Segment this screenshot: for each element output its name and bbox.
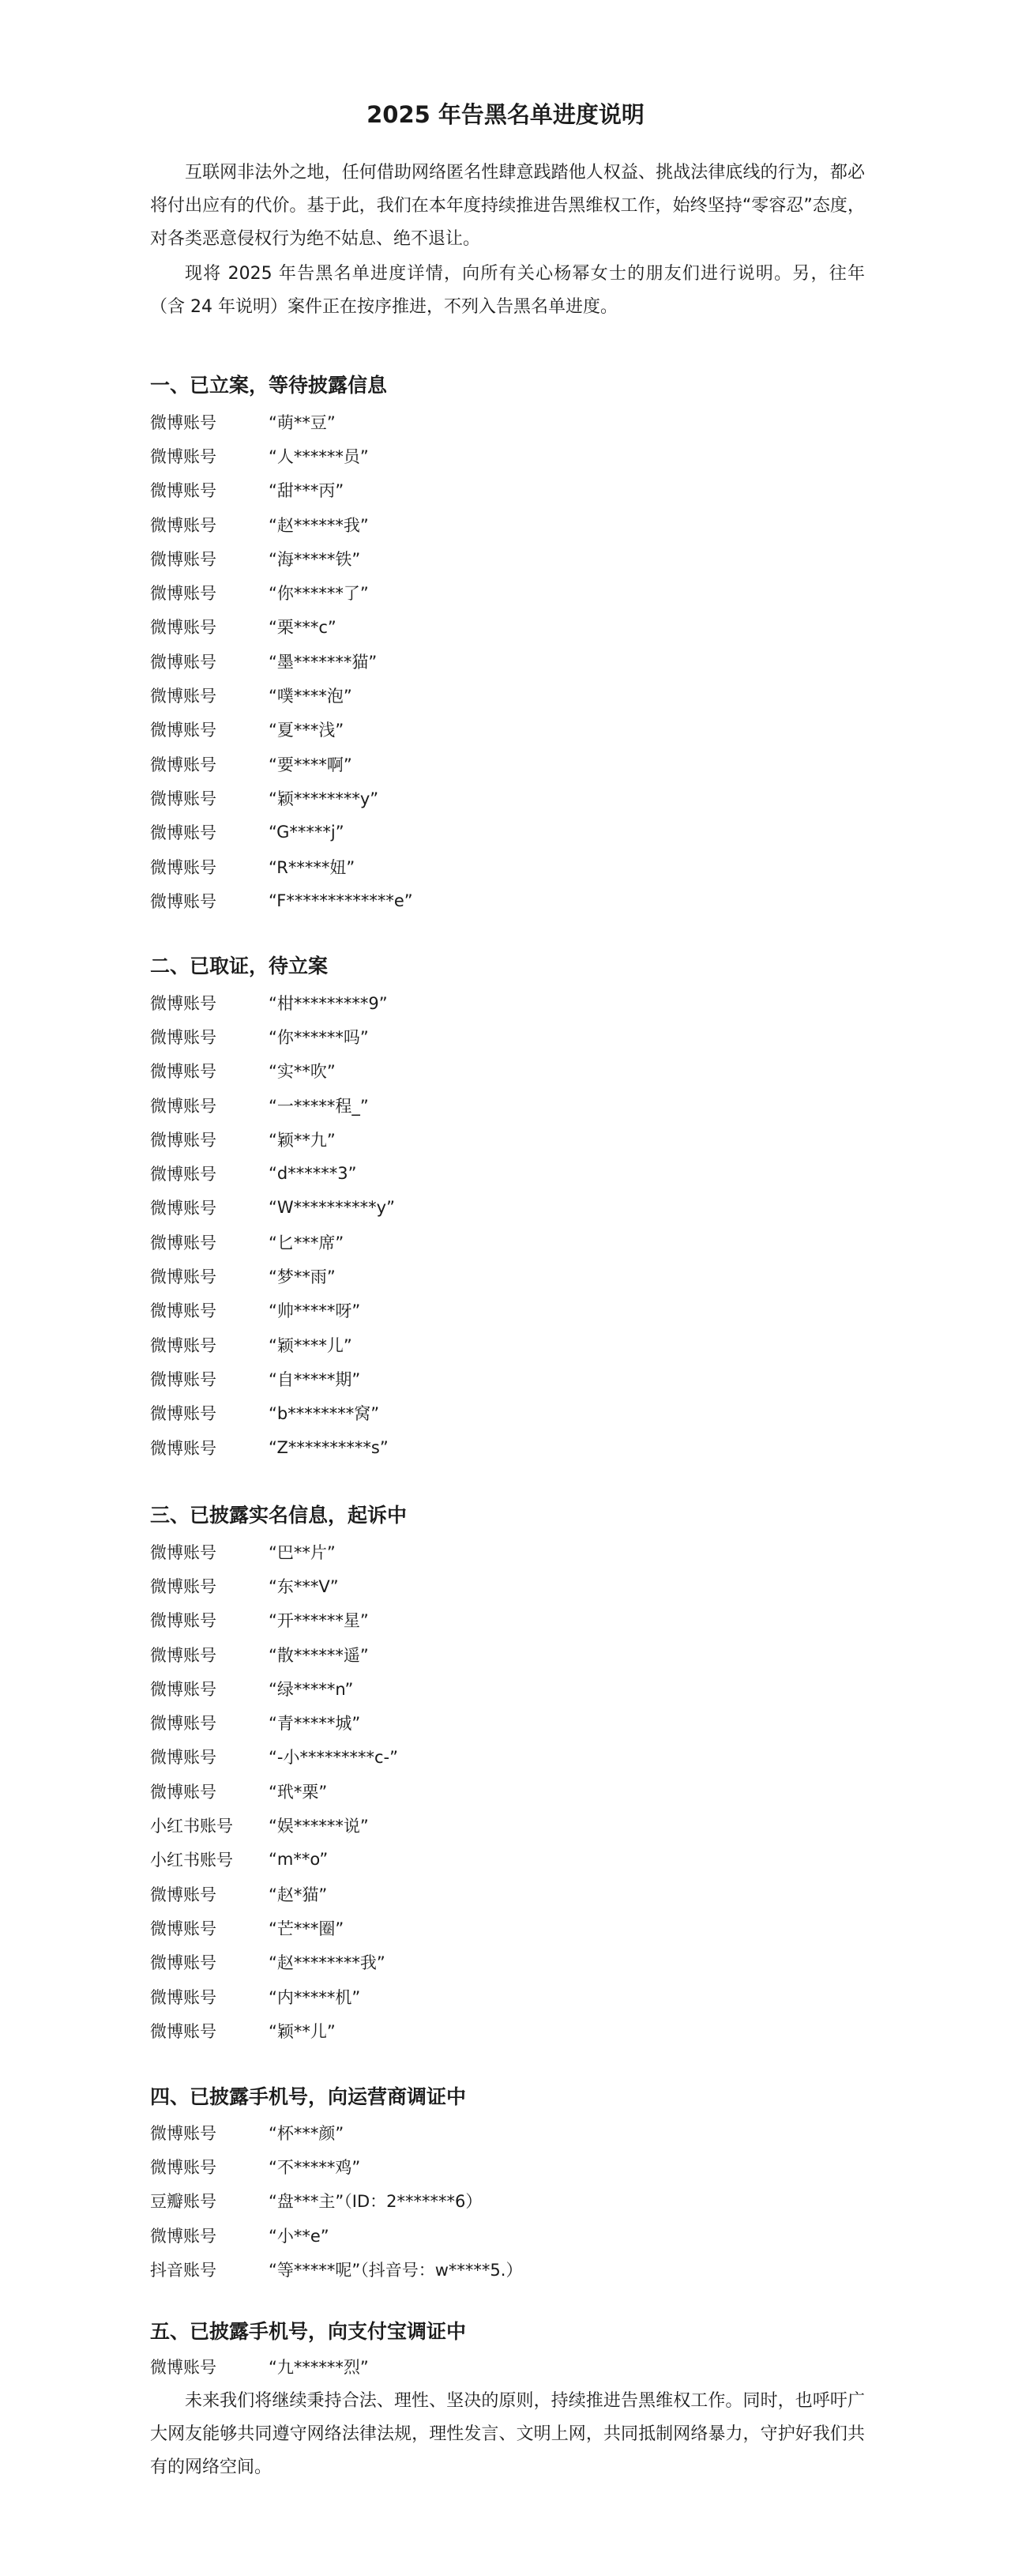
list-item	[150, 1156, 865, 1190]
account-name: “开******星”	[269, 1611, 369, 1631]
list-item	[150, 1019, 865, 1053]
section-heading-1: 一、已立案，等待披露信息	[150, 374, 388, 397]
platform-label: 微博账号	[150, 1885, 216, 1904]
account-name: “绿*****n”	[269, 1679, 354, 1699]
platform-label: 抖音账号	[150, 2260, 216, 2280]
platform-label: 微博账号	[150, 1267, 216, 1287]
list-item	[150, 1945, 865, 1979]
platform-label: 微博账号	[150, 2226, 216, 2246]
platform-label: 小红书账号	[150, 1817, 233, 1836]
platform-label: 微博账号	[150, 2157, 216, 2177]
account-name: “小**e”	[269, 2226, 329, 2246]
list-item	[150, 575, 865, 609]
platform-label: 微博账号	[150, 549, 216, 569]
account-name: “青*****城”	[269, 1714, 361, 1734]
platform-label: 微博账号	[150, 1438, 216, 1458]
platform-label: 微博账号	[150, 1096, 216, 1116]
section-5-list	[150, 2349, 865, 2383]
account-name: “柑*********9”	[269, 993, 388, 1013]
platform-label: 微博账号	[150, 1199, 216, 1218]
account-name: “东***V”	[269, 1576, 339, 1596]
account-name: “你******吗”	[269, 1027, 369, 1047]
account-name: “海*****铁”	[269, 549, 361, 569]
list-item	[150, 1911, 865, 1945]
platform-label: 豆瓣账号	[150, 2192, 216, 2212]
list-item	[150, 678, 865, 712]
platform-label: 微博账号	[150, 1335, 216, 1355]
list-item	[150, 1843, 865, 1877]
platform-label: 微博账号	[150, 1369, 216, 1389]
list-item	[150, 1877, 865, 1911]
account-name: “Z**********s”	[269, 1437, 389, 1457]
platform-label: 小红书账号	[150, 1851, 233, 1870]
closing-paragraph: 未来我们将继续秉持合法、理性、坚决的原则，持续推进告黑维权工作。同时，也呼吁广大网友能够共同遵守网络法律法规，理性发言、文明上网，共同抵制网络暴力，守护好我们共有的网络空间。	[150, 2391, 865, 2477]
platform-label: 微博账号	[150, 891, 216, 911]
account-name: “-小*********c-”	[269, 1748, 398, 1768]
platform-label: 微博账号	[150, 1919, 216, 1938]
platform-label: 微博账号	[150, 1404, 216, 1424]
platform-label: 微博账号	[150, 1130, 216, 1150]
account-name: “实**吹”	[269, 1062, 336, 1082]
list-item	[150, 2149, 865, 2183]
platform-label: 微博账号	[150, 1748, 216, 1768]
list-item	[150, 2184, 865, 2218]
list-item	[150, 1774, 865, 1808]
platform-label: 微博账号	[150, 412, 216, 432]
platform-label: 微博账号	[150, 687, 216, 706]
account-name: “m**o”	[269, 1850, 329, 1870]
platform-label: 微博账号	[150, 1542, 216, 1562]
platform-label: 微博账号	[150, 1062, 216, 1082]
account-name: “人******员”	[269, 446, 369, 466]
list-item	[150, 1705, 865, 1739]
account-name: “颖**九”	[269, 1130, 336, 1150]
platform-label: 微博账号	[150, 584, 216, 604]
platform-label: 微博账号	[150, 1953, 216, 1973]
account-name: “赵********我”	[269, 1953, 385, 1973]
account-name: “栗***c”	[269, 618, 336, 638]
account-name: “帅*****呀”	[269, 1301, 361, 1321]
list-item	[150, 2115, 865, 2149]
platform-label: 微博账号	[150, 721, 216, 740]
list-item	[150, 2013, 865, 2047]
platform-label: 微博账号	[150, 823, 216, 843]
section-3-list	[150, 1535, 865, 2047]
account-name: “芒***圈”	[269, 1919, 344, 1938]
account-name: “d******3”	[269, 1164, 357, 1184]
list-item	[150, 1808, 865, 1842]
account-name: “夏***浅”	[269, 721, 344, 740]
section-4-list	[150, 2115, 865, 2286]
account-name: “玳*栗”	[269, 1782, 328, 1802]
list-item	[150, 1294, 865, 1328]
list-item	[150, 1671, 865, 1705]
list-item	[150, 1191, 865, 1225]
platform-label: 微博账号	[150, 652, 216, 672]
platform-label: 微博账号	[150, 1679, 216, 1699]
list-item	[150, 1088, 865, 1122]
account-name: “匕***席”	[269, 1233, 344, 1252]
list-item	[150, 1225, 865, 1259]
account-name: “要****啊”	[269, 755, 352, 774]
account-name: “W**********y”	[269, 1198, 395, 1218]
list-item	[150, 713, 865, 747]
list-item	[150, 1122, 865, 1156]
platform-label: 微博账号	[150, 1576, 216, 1596]
platform-label: 微博账号	[150, 1165, 216, 1184]
list-item	[150, 883, 865, 917]
account-name: “盘***主”（ID：2*******6）	[269, 2192, 483, 2212]
account-name: “噗****泡”	[269, 687, 352, 706]
account-name: “娱******说”	[269, 1817, 369, 1836]
platform-label: 微博账号	[150, 1233, 216, 1252]
list-item	[150, 1535, 865, 1569]
account-name: “颖****儿”	[269, 1335, 352, 1355]
platform-label: 微博账号	[150, 1645, 216, 1665]
platform-label: 微博账号	[150, 857, 216, 877]
document-title: 2025 年告黑名单进度说明	[366, 101, 645, 128]
account-name: “颖**儿”	[269, 2021, 336, 2041]
account-name: “G*****j”	[269, 823, 344, 842]
account-name: “b********窝”	[269, 1404, 380, 1424]
list-item	[150, 439, 865, 473]
platform-label: 微博账号	[150, 1027, 216, 1047]
intro-paragraph-2: 现将 2025 年告黑名单进度详情，向所有关心杨幂女士的朋友们进行说明。另，往年（含 24 年说明）案件正在按序推进，不列入告黑名单进度。	[150, 264, 865, 317]
platform-label: 微博账号	[150, 1714, 216, 1734]
section-heading-4: 四、已披露手机号，向运营商调证中	[150, 2085, 467, 2108]
account-name: “赵******我”	[269, 515, 369, 535]
list-item	[150, 610, 865, 644]
list-item	[150, 1603, 865, 1637]
list-item	[150, 1979, 865, 2013]
account-name: “F*************e”	[269, 891, 413, 910]
list-item	[150, 2349, 865, 2383]
section-heading-3: 三、已披露实名信息，起诉中	[150, 1504, 408, 1527]
platform-label: 微博账号	[150, 618, 216, 638]
platform-label: 微博账号	[150, 446, 216, 466]
account-name: “墨*******猫”	[269, 652, 378, 672]
platform-label: 微博账号	[150, 1301, 216, 1321]
list-item	[150, 1430, 865, 1464]
account-name: “梦**雨”	[269, 1267, 336, 1287]
list-item	[150, 2252, 865, 2286]
platform-label: 微博账号	[150, 1611, 216, 1631]
section-heading-5: 五、已披露手机号，向支付宝调证中	[150, 2320, 467, 2343]
list-item	[150, 1259, 865, 1293]
section-2-list	[150, 985, 865, 1464]
account-name: “等*****呢”（抖音号：w*****5.）	[269, 2260, 523, 2280]
list-item	[150, 985, 865, 1019]
account-name: “你******了”	[269, 584, 369, 604]
list-item	[150, 405, 865, 439]
section-heading-2: 二、已取证，待立案	[150, 955, 329, 977]
account-name: “颖********y”	[269, 789, 379, 808]
platform-label: 微博账号	[150, 1987, 216, 2007]
platform-label: 微博账号	[150, 993, 216, 1013]
list-item	[150, 1054, 865, 1088]
list-item	[150, 1569, 865, 1602]
list-item	[150, 781, 865, 815]
list-item	[150, 849, 865, 883]
section-1-list	[150, 405, 865, 917]
list-item	[150, 2218, 865, 2252]
intro-paragraph-1: 互联网非法外之地，任何借助网络匿名性肆意践踏他人权益、挑战法律底线的行为，都必将付出应有的代价。基于此，我们在本年度持续推进告黑维权工作，始终坚持“零容忍”态度，对各类恶意侵权行为绝不姑息、绝不退让。	[150, 163, 865, 249]
platform-label: 微博账号	[150, 755, 216, 774]
list-item	[150, 473, 865, 507]
account-name: “巴**片”	[269, 1542, 336, 1562]
account-name: “一*****程_”	[269, 1096, 369, 1116]
account-name: “不*****鸡”	[269, 2157, 361, 2177]
list-item	[150, 1396, 865, 1430]
list-item	[150, 1637, 865, 1671]
platform-label: 微博账号	[150, 1782, 216, 1802]
account-name: “R*****妞”	[269, 857, 355, 877]
account-name: “赵*猫”	[269, 1885, 328, 1904]
platform-label: 微博账号	[150, 2123, 216, 2143]
list-item	[150, 1328, 865, 1361]
platform-label: 微博账号	[150, 481, 216, 501]
account-name: “内*****机”	[269, 1987, 361, 2007]
list-item	[150, 644, 865, 678]
account-name: “杯***颜”	[269, 2123, 344, 2143]
account-name: “萌**豆”	[269, 412, 336, 432]
list-item	[150, 747, 865, 781]
list-item	[150, 541, 865, 575]
account-name: “自*****期”	[269, 1369, 361, 1389]
platform-label: 微博账号	[150, 2021, 216, 2041]
platform-label: 微博账号	[150, 2357, 216, 2377]
account-name: “散******遥”	[269, 1645, 369, 1665]
platform-label: 微博账号	[150, 789, 216, 808]
account-name: “九******烈”	[269, 2357, 369, 2377]
list-item	[150, 1361, 865, 1395]
list-item	[150, 507, 865, 541]
account-name: “甜***丙”	[269, 481, 344, 501]
list-item	[150, 1740, 865, 1774]
list-item	[150, 815, 865, 849]
platform-label: 微博账号	[150, 515, 216, 535]
